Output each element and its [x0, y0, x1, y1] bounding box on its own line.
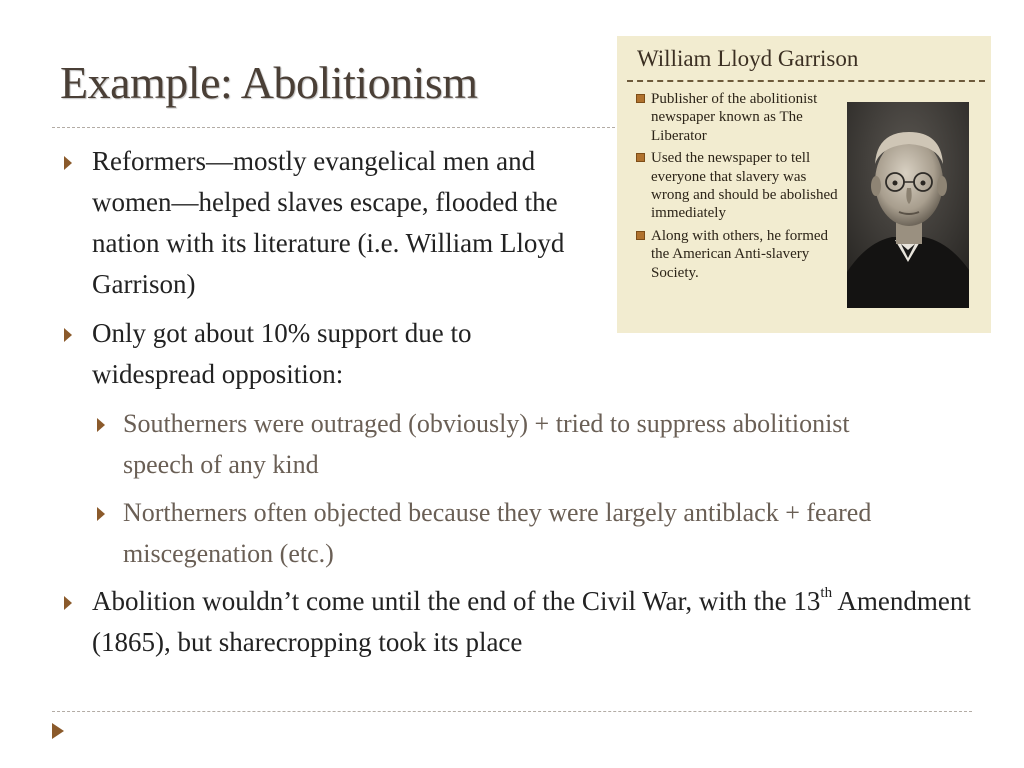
bullet-arrow-icon — [97, 418, 105, 432]
footer-divider — [52, 711, 972, 712]
sub-bullet-southerners — [60, 403, 883, 485]
bullet-abolition — [60, 581, 972, 663]
title-divider — [52, 127, 620, 128]
slide-title: Example: Abolitionism — [60, 57, 478, 108]
footer-arrow-icon — [52, 723, 64, 739]
inset-item — [635, 149, 847, 223]
sub-bullet-northerners — [60, 492, 963, 574]
bullet-support — [60, 313, 600, 395]
inset-item-text: Publisher of the abolitionist newspaper known as The Liberator — [651, 91, 818, 144]
bullet-text: Reformers—mostly evangelical men and women—helped slaves escape, flooded the nation with its literature (i.e. William Lloyd Garrison) — [92, 146, 565, 299]
square-bullet-icon — [636, 231, 645, 240]
inset-divider — [627, 80, 985, 82]
inset-item-text: Used the newspaper to tell everyone that slavery was wrong and should be abolished immediately — [651, 150, 838, 222]
bullet-arrow-icon — [64, 596, 72, 610]
portrait-illustration — [847, 102, 969, 308]
bullet-text: Northerners often objected because they were largely antiblack + feared miscegenation (etc.) — [123, 498, 872, 568]
bullet-text-after: Amendment (1865), but sharecropping took its place — [92, 586, 971, 657]
bullet-arrow-icon — [64, 328, 72, 342]
inset-item — [635, 90, 847, 145]
inset-item — [635, 227, 847, 282]
bullet-arrow-icon — [64, 156, 72, 170]
inset-title: William Lloyd Garrison — [637, 46, 859, 71]
inset-list — [635, 90, 847, 286]
bullet-reformers — [60, 141, 600, 305]
bullet-superscript: th — [820, 585, 833, 601]
bullet-text: Southerners were outraged (obviously) + tried to suppress abolitionist speech of any kind — [123, 409, 850, 479]
bullet-text: Only got about 10% support due to widespread opposition: — [92, 318, 472, 389]
square-bullet-icon — [636, 94, 645, 103]
portrait-photo — [847, 102, 969, 308]
square-bullet-icon — [636, 153, 645, 162]
bullet-text-before: Abolition wouldn’t come until the end of the Civil War, with the 13 — [92, 586, 821, 616]
inset-item-text: Along with others, he formed the American Anti-slavery Society. — [651, 227, 829, 281]
garrison-inset-image — [617, 36, 991, 333]
bullet-arrow-icon — [97, 507, 105, 521]
